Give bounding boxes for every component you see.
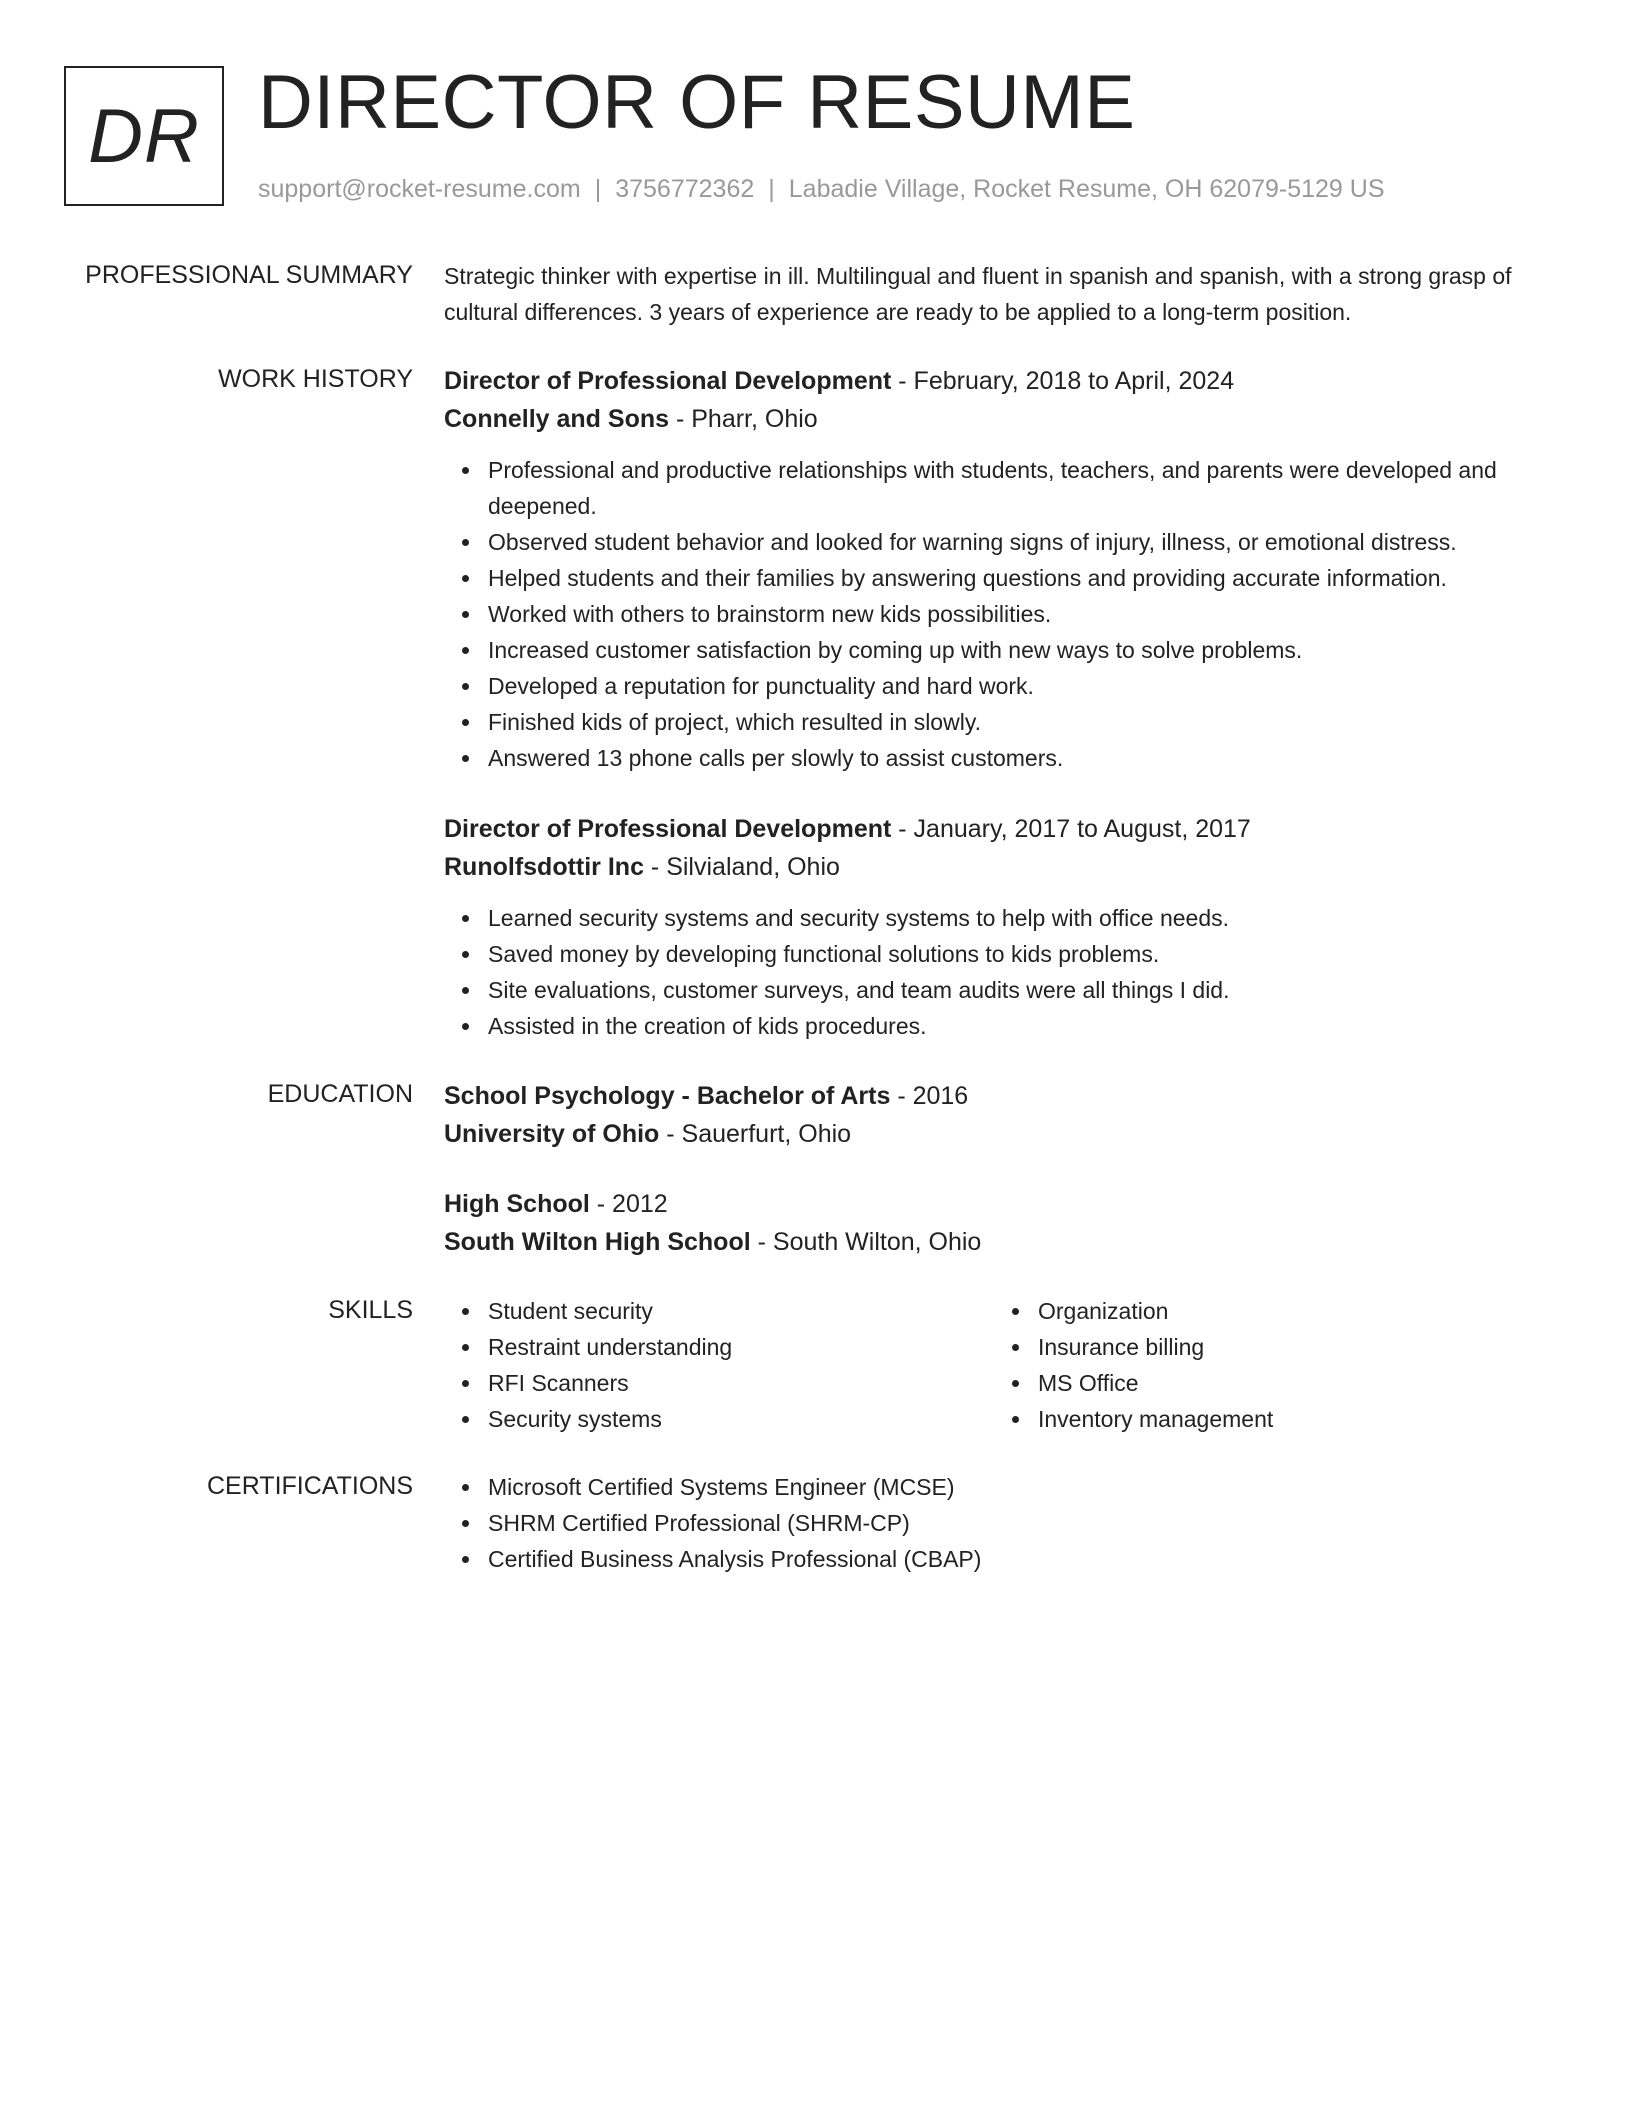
education-year: - 2012: [589, 1190, 668, 1218]
job-company-line: [444, 400, 1544, 438]
list-item: Professional and productive relationships with students, teachers, and parents were developed and deepened.: [488, 452, 1544, 524]
skills-list-left: [444, 1293, 994, 1437]
list-item: MS Office: [1038, 1365, 1544, 1401]
list-item: Finished kids of project, which resulted in slowly.: [488, 704, 1544, 740]
section-body: [444, 362, 1544, 1044]
list-item: SHRM Certified Professional (SHRM-CP): [488, 1505, 1544, 1541]
job-location: - Silvialand, Ohio: [643, 853, 840, 881]
job-company: Connelly and Sons: [444, 405, 670, 433]
list-item: Saved money by developing functional solutions to kids problems.: [488, 936, 1544, 972]
list-item: Site evaluations, customer surveys, and team audits were all things I did.: [488, 972, 1544, 1008]
list-item: Restraint understanding: [488, 1329, 994, 1365]
education-entry: [444, 1185, 1544, 1261]
job-bullets: [444, 900, 1544, 1044]
job-title-line: [444, 810, 1544, 848]
section-title: SKILLS: [328, 1296, 413, 1324]
section-title: WORK HISTORY: [218, 365, 413, 393]
summary-text: Strategic thinker with expertise in ill. Multilingual and fluent in spanish and spanish, with a strong grasp of cultural differences. 3 years of experience are ready to be applied to a long-term position.: [444, 263, 1512, 325]
list-item: Organization: [1038, 1293, 1544, 1329]
education-school: University of Ohio: [444, 1120, 660, 1148]
list-item: Insurance billing: [1038, 1329, 1544, 1365]
education-school: South Wilton High School: [444, 1228, 751, 1256]
education-school-line: [444, 1223, 1544, 1261]
skills-list-right: [994, 1293, 1544, 1437]
education-degree: School Psychology - Bachelor of Arts: [444, 1082, 891, 1110]
education-location: - Sauerfurt, Ohio: [659, 1120, 852, 1148]
list-item: Increased customer satisfaction by coming up with new ways to solve problems.: [488, 632, 1544, 668]
contact-separator: |: [768, 175, 775, 203]
section-title: EDUCATION: [267, 1080, 413, 1108]
contact-email: support@rocket-resume.com: [258, 175, 581, 203]
certifications-list: [444, 1469, 1544, 1577]
job-entry: [444, 810, 1544, 1044]
job-entry: [444, 362, 1544, 776]
contact-address: Labadie Village, Rocket Resume, OH 62079-5129 US: [788, 175, 1385, 203]
section-title: PROFESSIONAL SUMMARY: [85, 261, 413, 289]
section-body: [444, 1077, 1544, 1261]
job-dates: - January, 2017 to August, 2017: [891, 815, 1251, 843]
list-item: Microsoft Certified Systems Engineer (MCSE): [488, 1469, 1544, 1505]
job-company: Runolfsdottir Inc: [444, 853, 644, 881]
job-role: Director of Professional Development: [444, 367, 892, 395]
resume-name: DIRECTOR OF RESUME: [258, 60, 1136, 145]
education-entry: [444, 1077, 1544, 1153]
section-body: [444, 258, 1544, 330]
education-school-line: [444, 1115, 1544, 1153]
list-item: RFI Scanners: [488, 1365, 994, 1401]
education-degree-line: [444, 1185, 1544, 1223]
section-title: CERTIFICATIONS: [206, 1472, 413, 1500]
list-item: Assisted in the creation of kids procedures.: [488, 1008, 1544, 1044]
list-item: Certified Business Analysis Professional (CBAP): [488, 1541, 1544, 1577]
list-item: Inventory management: [1038, 1401, 1544, 1437]
contact-phone: 3756772362: [615, 175, 755, 203]
contact-line: [258, 172, 1385, 206]
monogram-text: DR: [88, 93, 200, 179]
job-company-line: [444, 848, 1544, 886]
list-item: Developed a reputation for punctuality and hard work.: [488, 668, 1544, 704]
education-degree: High School: [444, 1190, 590, 1218]
education-degree-line: [444, 1077, 1544, 1115]
job-title-line: [444, 362, 1544, 400]
job-dates: - February, 2018 to April, 2024: [891, 367, 1235, 395]
list-item: Security systems: [488, 1401, 994, 1437]
section-body: [444, 1293, 1544, 1437]
contact-separator: |: [594, 175, 602, 203]
list-item: Observed student behavior and looked for warning signs of injury, illness, or emotional distress.: [488, 524, 1544, 560]
job-role: Director of Professional Development: [444, 815, 892, 843]
section-body: [444, 1469, 1544, 1577]
list-item: Helped students and their families by answering questions and providing accurate information.: [488, 560, 1544, 596]
education-year: - 2016: [890, 1082, 969, 1110]
list-item: Worked with others to brainstorm new kids possibilities.: [488, 596, 1544, 632]
list-item: Student security: [488, 1293, 994, 1329]
education-location: - South Wilton, Ohio: [750, 1228, 982, 1256]
job-bullets: [444, 452, 1544, 776]
list-item: Answered 13 phone calls per slowly to assist customers.: [488, 740, 1544, 776]
monogram-badge: [64, 66, 224, 206]
list-item: Learned security systems and security systems to help with office needs.: [488, 900, 1544, 936]
job-location: - Pharr, Ohio: [669, 405, 818, 433]
